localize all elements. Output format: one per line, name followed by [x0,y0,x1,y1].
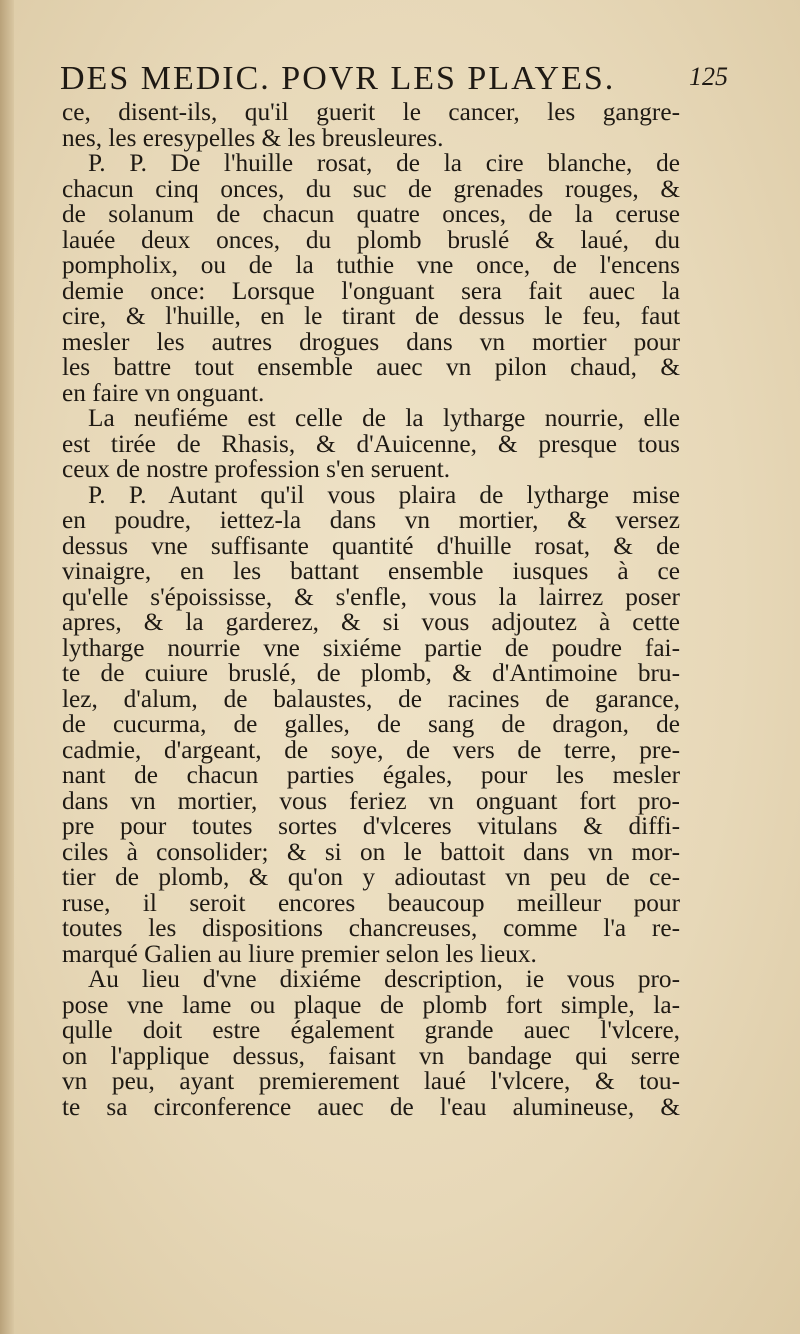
text-line: de solanum de chacun quatre onces, de la ceruse [62,200,680,228]
text-line: dans vn mortier, vous feriez vn onguant fort pro- [62,786,680,815]
text-line: pompholix, ou de la tuthie vne once, de l'encens [62,251,680,279]
text-line: lez, d'alum, de balaustes, de racines de garance, [62,684,680,713]
text-line: qu'elle s'époississe, & s'enfle, vous la lairrez poser [62,582,680,611]
page-number: 125 [689,62,728,91]
text-line: cadmie, d'argeant, de soye, de vers de terre, pre- [62,735,680,764]
text-line: tier de plomb, & qu'on y adioutast vn peu de ce- [62,863,680,891]
text-line: vn peu, ayant premierement laué l'vlcere, & tou- [62,1067,680,1095]
text-line: qulle doit estre également grande auec l'vlcere, [62,1016,680,1044]
text-line: ciles à consolider; & si on le battoit dans vn mor- [62,837,680,866]
text-line: te de cuiure bruslé, de plomb, & d'Antimoine bru- [62,659,680,687]
body-text [62,100,680,1120]
binding-gutter [0,0,14,1334]
text-line: lytharge nourrie vne sixiéme partie de poudre fai- [62,633,680,662]
text-line: nant de chacun parties égales, pour les mesler [62,761,680,789]
text-line: mesler les autres drogues dans vn mortier pour [62,327,680,356]
text-line: est tirée de Rhasis, & d'Auicenne, & presque tous [62,429,680,458]
text-line: en poudre, iettez-la dans vn mortier, & versez [62,506,680,534]
text-line: demie once: Lorsque l'onguant sera fait auec la [62,276,680,305]
running-head: DES MEDIC. POVR LES PLAYES. [60,60,616,97]
text-line: La neufiéme est celle de la lytharge nourrie, elle [88,404,680,432]
text-line: pre pour toutes sortes d'vlceres vitulans & diffi- [62,812,680,840]
text-line: toutes les dispositions chancreuses, comme l'a re- [62,914,680,942]
text-line: ce, disent-ils, qu'il guerit le cancer, les gangre- [62,98,680,126]
text-line: pose vne lame ou plaque de plomb fort simple, la- [62,990,680,1019]
text-line: ruse, il seroit encores beaucoup meilleur pour [62,888,680,917]
text-line: dessus vne suffisante quantité d'huille rosat, & de [62,531,680,560]
text-line: chacun cinq onces, du suc de grenades rouges, & [62,174,680,203]
text-line: les battre tout ensemble auec vn pilon chaud, & [62,353,680,381]
text-line: P. P. Autant qu'il vous plaira de lytharge mise [88,480,680,509]
text-line: marqué Galien au liure premier selon les lieux. [62,939,537,968]
text-line: P. P. De l'huille rosat, de la cire blanche, de [88,149,680,177]
text-line: en faire vn onguant. [62,378,265,407]
text-line: de cucurma, de galles, de sang de dragon, de [62,710,680,738]
text-line: on l'applique dessus, faisant vn bandage qui serre [62,1041,680,1070]
text-line: apres, & la garderez, & si vous adjoutez à cette [62,608,680,636]
text-line: vinaigre, en les battant ensemble iusques à ce [62,557,680,585]
text-line: te sa circonference auec de l'eau alumineuse, & [62,1092,680,1121]
text-line: Au lieu d'vne dixiéme description, ie vous pro- [88,965,680,993]
page-header [60,60,728,102]
text-line: ceux de nostre profession s'en seruent. [62,455,451,483]
text-line: nes, les eresypelles & les breusleures. [62,123,444,152]
text-line: lauée deux onces, du plomb bruslé & laué, du [62,225,680,254]
text-line: cire, & l'huille, en le tirant de dessus le feu, faut [62,302,680,330]
